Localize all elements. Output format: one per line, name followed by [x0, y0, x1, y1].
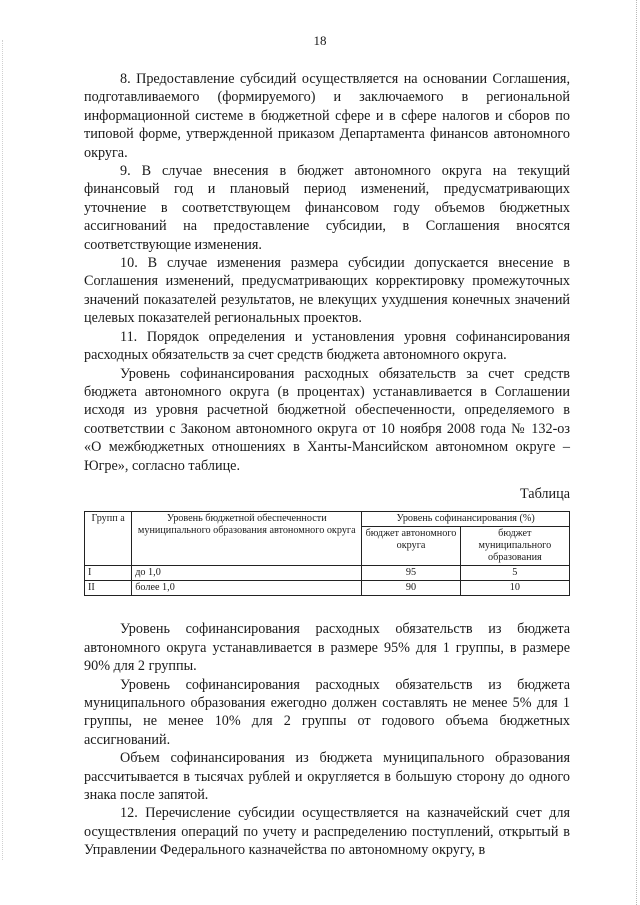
cell-level: более 1,0 [132, 581, 362, 596]
paragraph-11: 11. Порядок определения и установления уровня софинансирования расходных обязательств за счет средств бюджета автономного округа. [84, 328, 570, 364]
paragraph-8: 8. Предоставление субсидий осуществляется на основании Соглашения, подготавливаемого (формируемого) и заключаемого в региональной информационной системе в бюджетной сфере и в сфере налогов и сборов по типовой форме, утвержденной приказом Департамента финансов автономного округа. [84, 71, 570, 161]
cell-budget-ao: 95 [362, 566, 460, 581]
paragraph-mo-volume: Объем софинансирования из бюджета муниципального образования рассчитывается в тысячах рублей и округляется в большую сторону до одного знака после запятой. [84, 750, 570, 803]
header-group: Групп а [85, 512, 132, 566]
cell-budget-ao: 90 [362, 581, 460, 596]
cell-group: II [85, 581, 132, 596]
cofinancing-table [84, 511, 570, 596]
header-budget-ao: бюджет автономного округа [362, 527, 460, 566]
header-budget-mo: бюджет муниципального образования [460, 527, 569, 566]
header-cofinancing: Уровень софинансирования (%) [362, 512, 570, 527]
cell-budget-mo: 10 [460, 581, 569, 596]
scan-edge-right [635, 0, 637, 905]
table-row [85, 581, 570, 596]
cell-budget-mo: 5 [460, 566, 569, 581]
paragraph-mo-level: Уровень софинансирования расходных обязательств из бюджета муниципального образования ежегодно должен составлять не менее 5% для 1 группы, не менее 10% для 2 группы от годового объема бюджетных ассигнований. [84, 676, 570, 748]
page-number: 18 [313, 33, 327, 48]
header-level: Уровень бюджетной обеспеченности муниципального образования автономного округа [132, 512, 362, 566]
table-caption: Таблица [519, 485, 570, 502]
paragraph-12: 12. Перечисление субсидии осуществляется на казначейский счет для осуществления операций по учету и распределению поступлений, открытый в Управлении Федерального казначейства по автономному округу, в [84, 805, 570, 859]
paragraph-cofinancing-level: Уровень софинансирования расходных обязательств за счет средств бюджета автономного округа (в процентах) устанавливается в Соглашении исходя из уровня расчетной бюджетной обеспеченности, определяемого в соответствии с Законом автономного округа от 10 ноября 2008 года № 132-оз «О межбюджетных отношениях в Ханты-Мансийском автономном округе – Югре», согласно таблице. [84, 365, 570, 474]
table-header-row [85, 512, 570, 527]
paragraph-ao-level: Уровень софинансирования расходных обязательств из бюджета автономного округа устанавливается в размере 95% для 1 группы, в размере 90% для 2 группы. [84, 621, 570, 675]
table-row [85, 566, 570, 581]
cell-group: I [85, 566, 132, 581]
document-body [84, 70, 570, 860]
paragraph-10: 10. В случае изменения размера субсидии допускается внесение в Соглашения изменений, предусматривающих корректировку промежуточных значений показателей результатов, не влекущих ухудшения конечных значений целевых показателей региональных проектов. [84, 255, 570, 327]
scan-edge-left [2, 40, 4, 860]
paragraph-9: 9. В случае внесения в бюджет автономного округа на текущий финансовый год и плановый период изменений, предусматривающих уточнение в соответствующем финансовом году объемов бюджетных ассигнований на предоставление субсидии, в Соглашения вносятся соответствующие изменения. [84, 163, 570, 253]
cell-level: до 1,0 [132, 566, 362, 581]
